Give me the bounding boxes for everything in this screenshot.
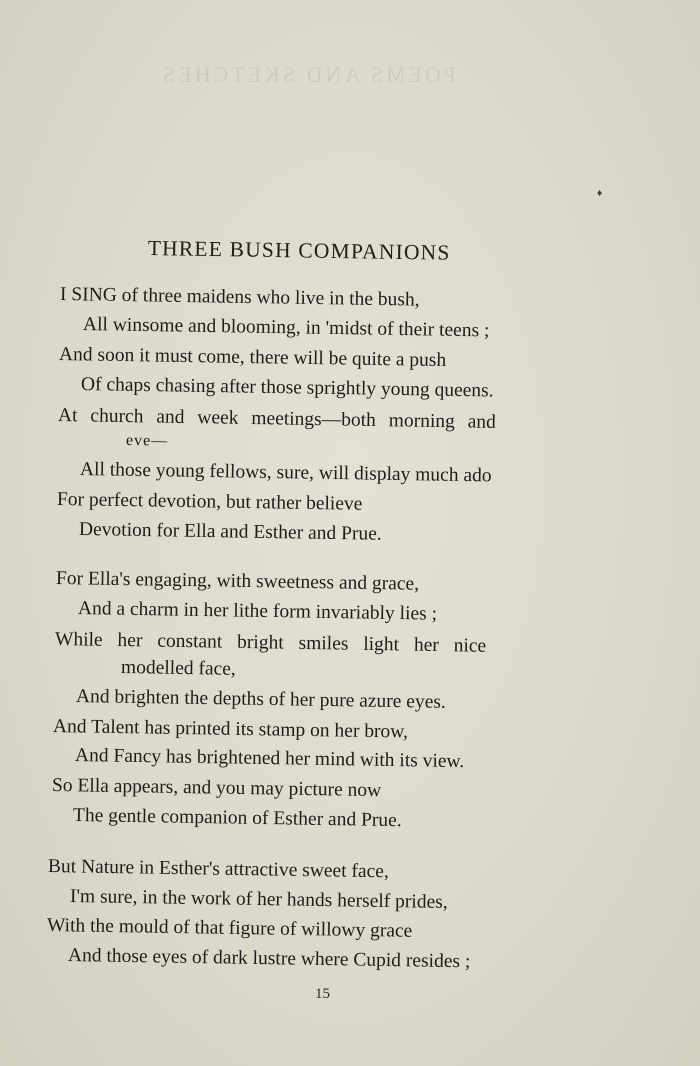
stanza3-line4: And those eyes of dark lustre where Cupid resides ; — [67, 945, 471, 973]
stanza1-line6: All those young fellows, sure, will display much ado — [79, 459, 492, 487]
drop-lead-words: I SING — [59, 284, 118, 306]
page-number: 15 — [315, 986, 330, 1002]
stray-ink-mark: ♦ — [597, 188, 603, 199]
stanza3-line2: I'm sure, in the work of her hands herself prides, — [69, 886, 448, 913]
stanza2-line1: For Ella's engaging, with sweetness and grace, — [55, 568, 420, 595]
stanza1-line5: At church and week meetings—both morning and — [57, 405, 497, 433]
stanza2-line2: And a charm in her lithe form invariably lies ; — [77, 598, 438, 625]
stanza2-line5: And Talent has printed its stamp on her brow, — [52, 716, 409, 743]
stanza1-line2: All winsome and blooming, in 'midst of their teens ; — [82, 314, 490, 342]
bleed-through-text: POEMS AND SKETCHES — [160, 62, 457, 87]
stanza2-line3: While her constant bright smiles light her nice — [54, 629, 487, 657]
stanza1-line3: And soon it must come, there will be quite a push — [58, 344, 447, 372]
stanza1-line4: Of chaps chasing after those sprightly young queens. — [80, 374, 494, 402]
stanza2-line4: And brighten the depths of her pure azure eyes. — [75, 686, 446, 713]
stanza3-line1: But Nature in Esther's attractive sweet face, — [47, 856, 389, 883]
stanza1-line8: Devotion for Ella and Esther and Prue. — [78, 519, 382, 545]
poem-title: THREE BUSH COMPANIONS — [147, 236, 451, 265]
stanza2-line6: And Fancy has brightened her mind with its view. — [74, 745, 465, 773]
stanza2-line7: So Ella appears, and you may picture now — [51, 775, 382, 802]
stanza1-line1: I SING of three maidens who live in the bush, — [59, 284, 420, 311]
stanza1-line7: For perfect devotion, but rather believe — [56, 489, 363, 515]
stanza2-line8: The gentle companion of Esther and Prue. — [72, 805, 402, 832]
stanza3-line3: With the mould of that figure of willowy grace — [46, 915, 413, 942]
stanza1-line5-cont: eve— — [125, 432, 169, 450]
stanza2-line3-cont: modelled face, — [120, 657, 236, 680]
